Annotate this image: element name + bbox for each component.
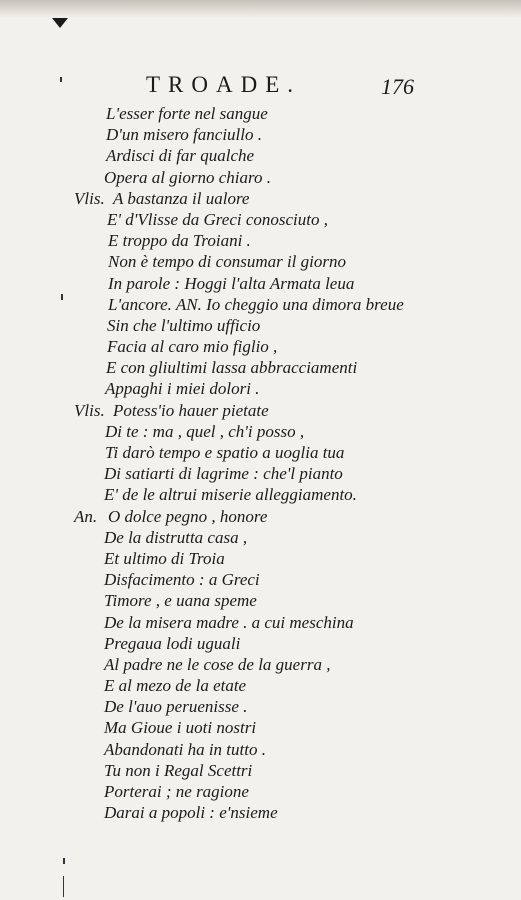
- verse-line-text: Sin che l'ultimo ufficio: [107, 315, 261, 335]
- verse-line: [0, 802, 521, 823]
- verse-line-text: Ma Gioue i uoti nostri: [104, 718, 257, 738]
- verse-line-text: E' d'Vlisse da Greci conosciuto ,: [107, 209, 328, 229]
- verse-line-text: De la misera madre . a cui meschina: [104, 612, 354, 632]
- verse-line-text: Facia al caro mio figlio ,: [107, 337, 278, 357]
- verse-line-text: Abandonati ha in tutto .: [104, 739, 266, 759]
- verse-line-text: D'un misero fanciullo .: [106, 125, 262, 145]
- verse-line: [0, 209, 521, 230]
- verse-line: [0, 548, 521, 569]
- verse-line: [0, 760, 521, 781]
- verse-line: [0, 633, 521, 654]
- verse-line: [0, 654, 521, 675]
- verse-line: [0, 357, 521, 378]
- verse-line: [0, 421, 521, 442]
- verse-line: [0, 145, 521, 166]
- verse-line-text: O dolce pegno , honore: [108, 506, 268, 526]
- verse-line: [0, 188, 521, 209]
- verse-line: [0, 273, 521, 294]
- verse-line-text: L'esser forte nel sangue: [106, 104, 268, 123]
- verse-line-text: A bastanza il ualore: [113, 188, 250, 208]
- verse-line: [0, 442, 521, 463]
- verse-line: [0, 315, 521, 336]
- verse-line: [0, 739, 521, 760]
- corner-mark-icon: [52, 18, 68, 28]
- verse-line: [0, 569, 521, 590]
- verse-line: [0, 103, 521, 124]
- verse-line: [0, 717, 521, 738]
- verse-line-text: Ti darò tempo e spatio a uoglia tua: [105, 443, 345, 462]
- page-speck: [61, 294, 63, 300]
- verse-line: [0, 675, 521, 696]
- verse-line-text: Pregaua lodi uguali: [104, 633, 241, 653]
- verse-line: [0, 294, 521, 315]
- verse-line-text: Al padre ne le cose de la guerra ,: [104, 654, 331, 674]
- verse-line: [0, 336, 521, 357]
- running-title: TROADE.: [146, 72, 302, 97]
- verse-line-text: Et ultimo di Troia: [104, 548, 225, 568]
- verse-line: [0, 506, 521, 527]
- verse-line-text: Appaghi i miei dolori .: [105, 379, 260, 399]
- verse-line-text: Di satiarti di lagrime : che'l pianto: [104, 464, 343, 484]
- verse-line: [0, 378, 521, 399]
- verse-text: [0, 103, 521, 823]
- verse-line-text: Opera al giorno chiaro .: [104, 167, 272, 187]
- verse-line-text: E troppo da Troiani .: [108, 231, 251, 251]
- verse-line: [0, 167, 521, 188]
- verse-line-text: Tu non i Regal Scettri: [104, 760, 253, 780]
- verse-line: [0, 696, 521, 717]
- page-top-edge-shadow: [0, 0, 521, 18]
- verse-line-text: Timore , e uana speme: [104, 591, 257, 611]
- verse-line: [0, 527, 521, 548]
- page-speck: [63, 858, 65, 864]
- verse-line-text: Disfacimento : a Greci: [104, 570, 260, 590]
- verse-line: [0, 612, 521, 633]
- verse-line-text: L'ancore. AN. Io cheggio una dimora breue: [108, 294, 404, 314]
- verse-line-text: Ardisci di far qualche: [106, 146, 255, 166]
- verse-line: [0, 230, 521, 251]
- verse-line-text: De l'auo peruenisse .: [104, 697, 248, 717]
- verse-line-text: Di te : ma , quel , ch'i posso ,: [105, 421, 305, 441]
- verse-line-text: E' de le altrui miserie alleggiamento.: [104, 485, 357, 505]
- verse-line: [0, 124, 521, 145]
- verse-line: [0, 400, 521, 421]
- verse-line: [0, 251, 521, 272]
- verse-line-text: Non è tempo di consumar il giorno: [108, 252, 346, 272]
- speaker-label: Vlis.: [74, 400, 105, 420]
- speaker-label: An.: [74, 506, 98, 526]
- verse-line-text: E al mezo de la etate: [104, 676, 247, 696]
- verse-line: [0, 484, 521, 505]
- verse-line-text: Potess'io hauer pietate: [113, 400, 269, 420]
- verse-line-text: Porterai ; ne ragione: [104, 782, 249, 801]
- speaker-label: Vlis.: [74, 188, 105, 208]
- page-speck: [60, 77, 62, 82]
- verse-line: [0, 590, 521, 611]
- verse-line-text: In parole : Hoggi l'alta Armata leua: [108, 273, 355, 293]
- verse-line: [0, 781, 521, 802]
- page-number: 176: [381, 74, 414, 99]
- page-speck: [63, 876, 64, 897]
- verse-line: [0, 463, 521, 484]
- verse-line-text: De la distrutta casa ,: [104, 527, 248, 547]
- verse-line-text: Darai a popoli : e'nsieme: [104, 803, 278, 823]
- verse-line-text: E con gliultimi lassa abbracciamenti: [106, 358, 358, 378]
